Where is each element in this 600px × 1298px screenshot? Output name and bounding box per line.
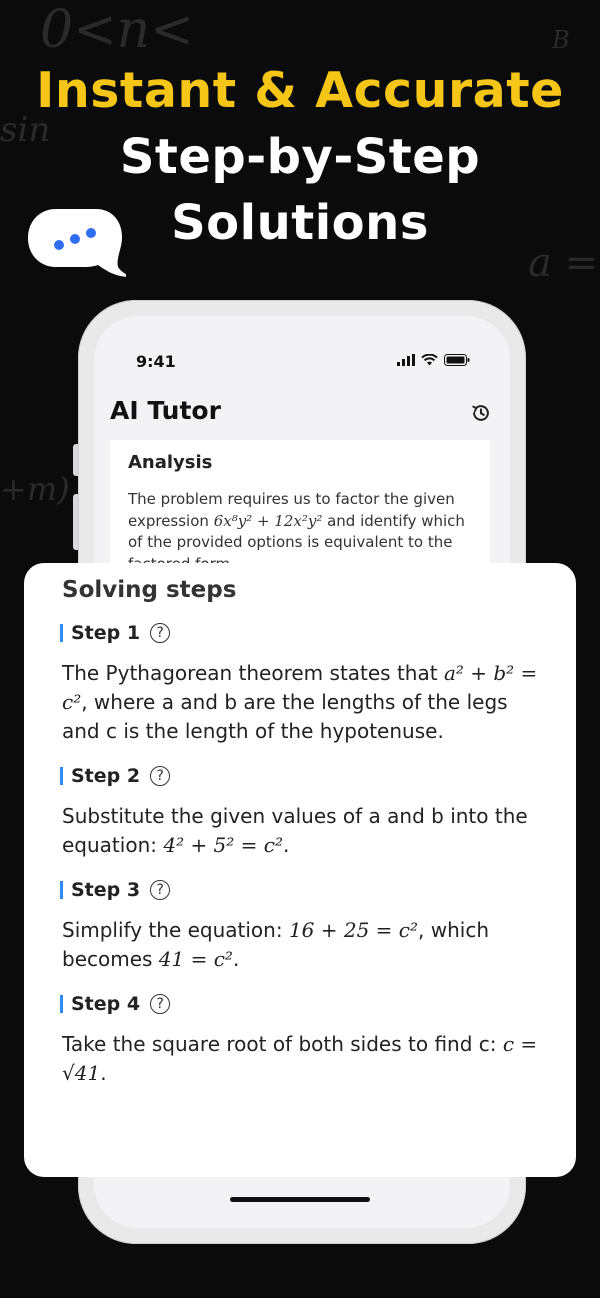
- step-marker: [60, 767, 63, 785]
- status-time: 9:41: [136, 352, 176, 371]
- chalk-decoration: +m): [0, 470, 70, 508]
- step-2-text: [62, 802, 548, 860]
- step-1-text-b: , where a and b are the lengths of the legs and c is the length of the hypotenuse.: [62, 690, 508, 743]
- step-3-equation: 16 + 25 = c²: [288, 918, 419, 942]
- step-3-text-b: , which becomes: [62, 918, 489, 971]
- battery-icon: [444, 354, 470, 366]
- step-2: [62, 762, 548, 860]
- step-3-text: [62, 916, 548, 974]
- status-icons: [397, 354, 470, 366]
- step-1-text: [62, 659, 548, 746]
- step-4-header: [62, 990, 548, 1018]
- step-4-text-b: .: [100, 1061, 107, 1085]
- help-icon[interactable]: ?: [150, 880, 170, 900]
- step-2-text-b: .: [283, 833, 290, 857]
- step-1: [62, 619, 548, 746]
- step-1-header: [62, 619, 548, 647]
- chalk-decoration: 0<n<: [40, 0, 194, 60]
- history-icon[interactable]: [470, 402, 492, 424]
- step-3-header: [62, 876, 548, 904]
- step-marker: [60, 995, 63, 1013]
- home-indicator[interactable]: [230, 1197, 370, 1202]
- analysis-expression: 6x⁸y² + 12x²y²: [213, 511, 323, 530]
- chat-bubble-icon: [26, 205, 126, 277]
- step-1-label: Step 1: [71, 622, 141, 644]
- step-1-equation: a² + b² = c²: [62, 661, 538, 714]
- solving-steps-heading: Solving steps: [62, 577, 237, 603]
- chalk-decoration: sin: [0, 110, 51, 150]
- status-bar: [94, 352, 510, 374]
- step-2-equation: 4² + 5² = c²: [163, 833, 283, 857]
- step-3-text-a: Simplify the equation:: [62, 918, 289, 942]
- step-marker: [60, 881, 63, 899]
- help-icon[interactable]: ?: [150, 766, 170, 786]
- analysis-text-a: The problem requires us to factor the given expression: [128, 490, 455, 530]
- help-icon[interactable]: ?: [150, 623, 170, 643]
- solving-steps-card: [24, 563, 576, 1177]
- step-4-equation: c = √41: [62, 1032, 538, 1085]
- step-4: [62, 990, 548, 1088]
- headline-line-2: Step-by-Step: [119, 129, 481, 185]
- analysis-heading: Analysis: [128, 452, 213, 473]
- analysis-text-b: and identify which of the provided options is equivalent to the: [128, 511, 465, 551]
- step-3: [62, 876, 548, 974]
- step-2-label: Step 2: [71, 765, 141, 787]
- step-2-text-a: Substitute the given values of a and b into the equation:: [62, 804, 528, 857]
- headline-line-1: Instant & Accurate: [36, 62, 564, 119]
- step-1-text-a: The Pythagorean theorem states that: [62, 661, 444, 685]
- step-2-header: [62, 762, 548, 790]
- step-4-text-a: Take the square root of both sides to find c:: [62, 1032, 503, 1056]
- step-marker: [60, 624, 63, 642]
- app-title: AI Tutor: [110, 396, 221, 425]
- signal-icon: [397, 354, 415, 366]
- help-icon[interactable]: ?: [150, 994, 170, 1014]
- wifi-icon: [421, 354, 438, 366]
- chalk-decoration: B: [552, 26, 570, 54]
- step-3-result: 41 = c²: [158, 947, 233, 971]
- chalk-decoration: a =: [528, 240, 599, 286]
- step-4-text: [62, 1030, 548, 1088]
- step-4-label: Step 4: [71, 993, 141, 1015]
- step-3-text-c: .: [232, 947, 240, 971]
- headline-line-3: Solutions: [171, 195, 429, 251]
- step-3-label: Step 3: [71, 879, 141, 901]
